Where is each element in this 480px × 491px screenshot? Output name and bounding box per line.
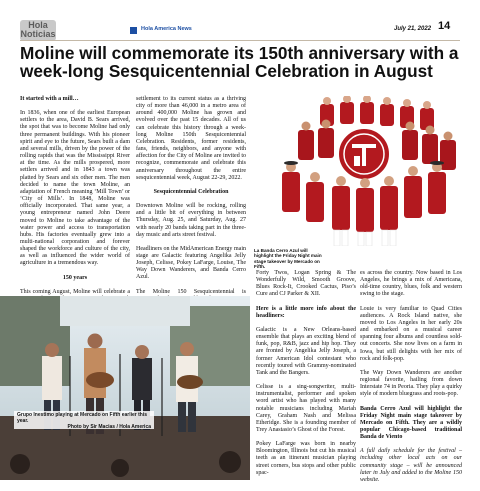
paragraph: Headliners on the MidAmerican Energy main stage are Galactic featuring Angelika Jelly Joseph, Celisse, Pokey LaFarge, Louise, The Way Down Wanderers, and Banda Cerro Azul. — [136, 245, 246, 281]
caption-line: Grupo Inestimo playing at Mercado on Fifth earlier this year. — [17, 412, 148, 424]
hola-logo — [20, 20, 56, 41]
subheading-mill: It started with a mill… — [20, 96, 79, 102]
header-rule — [20, 40, 460, 41]
paragraph: Forty Twos, Logan Spring & The Wonderfully Wild, Smooth Groove, Blues Rock-It, Crooked Cactus, Piso’s Cure and CJ Parker & XII. — [256, 270, 356, 298]
page-number: 14 — [438, 20, 451, 32]
paragraph: This coming August, Moline will celebrate a — [20, 288, 130, 295]
paragraph: settlement to its current status as a thriving city of more than 46,000 in a metro area of around 400,000 Moline has grown and evolved over the past 15 decades. All of us can celebrate this history through a week-long Moline 150th Sesquicentennial Celebration. Residents, former residents, fans, friends, neighbors, and anyone with affection for the City of Moline are invited to recognize, commemorate and celebrate this anniversary throughout the entire sesquicentennial week, August 22-29, 2022. — [136, 96, 246, 181]
section-name: Hola America News — [141, 26, 192, 32]
logo-text: Hola Noticias — [20, 20, 56, 39]
column-1 — [20, 96, 130, 324]
subheading-celebration: Sesquicentennial Celebration — [153, 188, 229, 195]
subheading-150-years: 150 years — [62, 274, 88, 281]
article-headline: Moline will commemorate its 150th anniversary with a week-long Sesquicentennial Celebration in August — [20, 43, 459, 81]
paragraph: Pokey LaFarge was born in nearby Bloomington, Illinois but cut his musical teeth as an itinerant musician playing street corners, bus stops and other public spac- — [256, 441, 356, 476]
paragraph: Louie is very familiar to Quad Cities audiences. A Rock Island native, she moved to Los Angeles in her early 20s and embarked on a musical career spanning four albums and countless sold-out concerts. She now lives on a farm in Iowa, but still delights with her mix of rock and folk-pop. — [360, 305, 462, 362]
paragraph: Celisse is a sing-songwriter, multi-instrumentalist, performer and spoken word artist who has played with many notable musicians including Mariah Carey, Graham Nash and Melissa Etheridge. She is a founding member of Trey Anastasio’s Ghost of the Forest. — [256, 384, 356, 433]
paragraph: In 1836, when one of the earliest European settlers to the area, David B. Sears arrived, the spot that was to become Moline had only three permanent buildings. With his pioneer spirit and eye to the future, Sears built a dam and several mills, driven by the power of the rolling rapids that was the Mississippi River at the time. As the mills prospered, more settlers arrived and in 1843 a town was platted by Sears and six other men. The men decided to name the town Moline, an adaptation of French meaning ‘Mill Town’ or ‘City of Mills’. In 1848, Moline was officially incorporated. That same year, a young entrepreneur named John Deere moved to Moline to take advantage of the water power and access to transportation hubs. His factories eventually grew into a multi-national corporation and forever shaped the workforce and culture of the city, as well as influenced the wider world of agriculture in a tremendous way. — [20, 110, 130, 267]
banda-cerro-azul-photo — [252, 96, 462, 246]
paragraph: The Way Down Wanderers are another regional favorite, hailing from down Interstate 74 in Peoria. They play a quirky style of modern bluegrass and roots-pop. — [360, 369, 462, 398]
photo-credit: Photo by Sir Macias / Hola America — [67, 424, 151, 430]
concert-photo-caption — [14, 411, 154, 429]
issue-date: July 21, 2022 — [394, 26, 432, 32]
paragraph: es across the country. Now based in Los Angeles, he brings a mix of Americana, old-time country, blues, folk and western swing to the stage. — [360, 270, 462, 298]
column-4 — [360, 270, 462, 491]
paragraph: The Moline 150 Sesquicentennial is — [136, 288, 246, 295]
subheading-headliners: Here is a little more info about the headliners: — [256, 305, 356, 319]
column-3 — [256, 270, 356, 484]
paragraph-schedule: A full daily schedule for the festival – including other local acts on our community stage – will be announced later in July and added to the Moline 150 website. — [360, 448, 462, 483]
paragraph: Downtown Moline will be rocking, rolling and a little bit of everything in between Thursday, Aug. 25, and Saturday, Aug. 27 with nearly 20 bands taking part in the three-day music and arts street festival. — [136, 203, 246, 238]
paragraph: Galactic is a New Orleans-based ensemble that plays an exciting blend of funk, pop, R&B, jazz and hip hop. They are fronted by Angelika Jelly Joseph, a former American Idol contestant who recently toured with Grammy-nominated Tank and the Bangers. — [256, 326, 356, 376]
grupo-inestimo-photo — [0, 296, 250, 480]
band-photo-caption: La Banda Cerro Azul will highlight the Friday Night main stage takeover by Mercado on Fifth. — [254, 248, 322, 270]
section-square-icon — [130, 27, 137, 34]
paragraph-banda: Banda Cerro Azul will highlight the Friday Night main stage takeover by Mercado on Fifth. They are a wildly popular Chicago-based traditional Banda de Viento — [360, 405, 462, 441]
